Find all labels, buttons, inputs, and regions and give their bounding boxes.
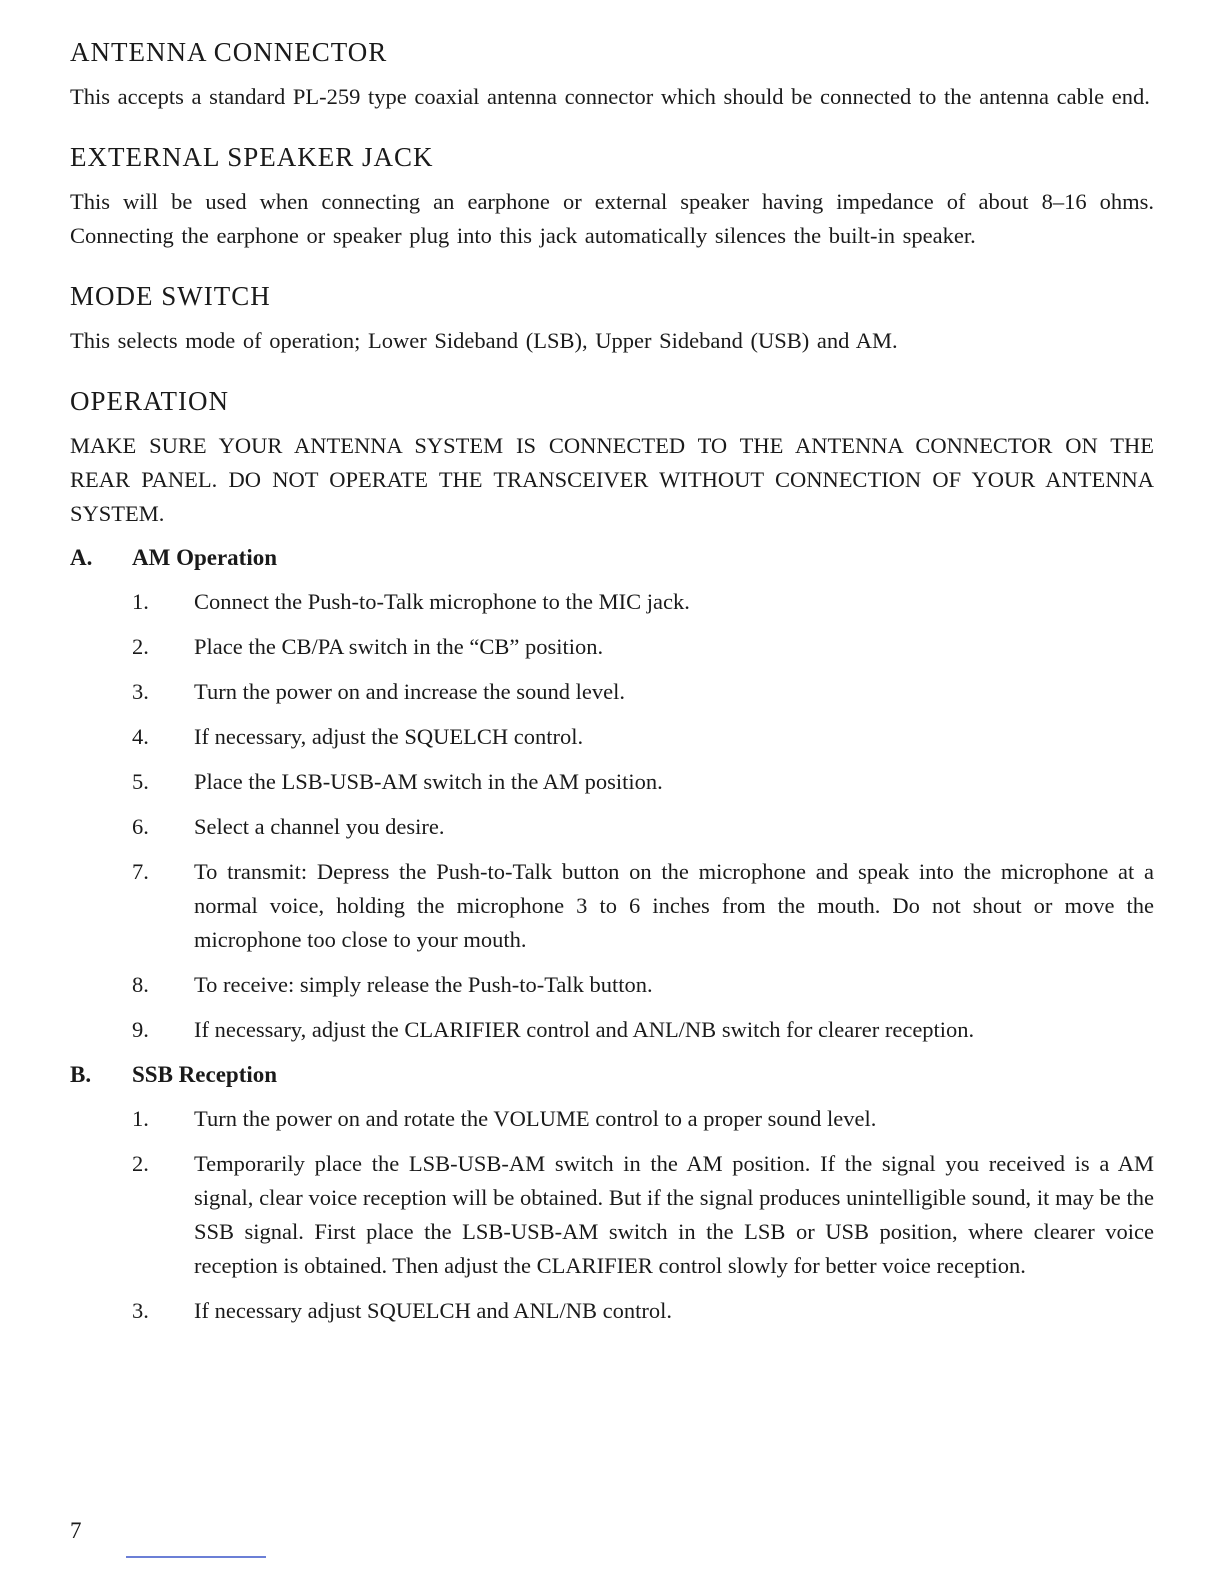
step-text: Temporarily place the LSB-USB-AM switch in the AM position. If the signal you received is a AM signal, clear voice reception will be obtained. But if the signal produces unintelligible sound, it may be the SSB signal. First place the LSB-USB-AM switch in the LSB or USB position, where clearer voice reception is obtained. Then adjust the CLARIFIER control slowly for better voice reception.	[194, 1151, 1154, 1278]
page-number: 7	[70, 1518, 82, 1543]
am-operation-steps	[70, 585, 1154, 1047]
step-number: 4.	[132, 724, 149, 749]
section-operation	[70, 385, 1154, 1328]
section-mode-switch	[70, 280, 1154, 358]
step-text: Place the CB/PA switch in the “CB” position.	[194, 634, 604, 659]
list-item	[70, 968, 1154, 1002]
subheading-letter: A.	[70, 545, 93, 570]
step-text: Select a channel you desire.	[194, 814, 445, 839]
step-text: To receive: simply release the Push-to-Talk button.	[194, 972, 653, 997]
list-item	[70, 720, 1154, 754]
step-number: 2.	[132, 634, 149, 659]
step-text: Turn the power on and rotate the VOLUME control to a proper sound level.	[194, 1106, 877, 1131]
list-item	[70, 1147, 1154, 1283]
section-external-speaker-jack	[70, 141, 1154, 253]
subheading-title: AM Operation	[132, 545, 278, 570]
subheading-letter: B.	[70, 1062, 92, 1087]
step-text: To transmit: Depress the Push-to-Talk button on the microphone and speak into the microphone at a normal voice, holding the microphone 3 to 6 inches from the mouth. Do not shout or move the microphone too close to your mouth.	[194, 859, 1154, 952]
paragraph-operation-warning: MAKE SURE YOUR ANTENNA SYSTEM IS CONNECTED TO THE ANTENNA CONNECTOR ON THE REAR PANEL. DO NOT OPERATE THE TRANSCEIVER WITHOUT CONNECTION OF YOUR ANTENNA SYSTEM.	[70, 433, 1154, 526]
footer-rule	[126, 1556, 266, 1558]
list-item	[70, 675, 1154, 709]
step-number: 5.	[132, 769, 149, 794]
paragraph-mode-switch: This selects mode of operation; Lower Sideband (LSB), Upper Sideband (USB) and AM.	[70, 328, 898, 353]
step-number: 6.	[132, 814, 149, 839]
list-item	[70, 1294, 1154, 1328]
list-item	[70, 1102, 1154, 1136]
subheading-am-operation	[70, 541, 1154, 575]
manual-page	[70, 36, 1154, 1339]
heading-external-speaker-jack: EXTERNAL SPEAKER JACK	[70, 142, 434, 172]
step-number: 8.	[132, 972, 149, 997]
section-antenna-connector	[70, 36, 1154, 114]
step-number: 9.	[132, 1017, 149, 1042]
step-text: Place the LSB-USB-AM switch in the AM position.	[194, 769, 663, 794]
heading-mode-switch: MODE SWITCH	[70, 281, 271, 311]
step-number: 7.	[132, 859, 149, 884]
paragraph-antenna-connector: This accepts a standard PL-259 type coaxial antenna connector which should be connected to the antenna cable end.	[70, 84, 1150, 109]
list-item	[70, 630, 1154, 664]
subheading-title: SSB Reception	[132, 1062, 278, 1087]
step-text: Turn the power on and increase the sound level.	[194, 679, 625, 704]
step-number: 2.	[132, 1151, 149, 1176]
list-item	[70, 810, 1154, 844]
step-number: 3.	[132, 1298, 149, 1323]
heading-antenna-connector: ANTENNA CONNECTOR	[70, 37, 388, 67]
subheading-ssb-reception	[70, 1058, 1154, 1092]
list-item	[70, 585, 1154, 619]
list-item	[70, 1013, 1154, 1047]
step-number: 1.	[132, 589, 149, 614]
step-text: If necessary, adjust the SQUELCH control.	[194, 724, 584, 749]
step-text: If necessary, adjust the CLARIFIER control and ANL/NB switch for clearer reception.	[194, 1017, 975, 1042]
list-item	[70, 765, 1154, 799]
heading-operation: OPERATION	[70, 386, 230, 416]
paragraph-external-speaker-jack: This will be used when connecting an earphone or external speaker having impedance of about 8–16 ohms. Connecting the earphone or speaker plug into this jack automatically silences the built-in speaker.	[70, 189, 1154, 248]
list-item	[70, 855, 1154, 957]
step-text: If necessary adjust SQUELCH and ANL/NB control.	[194, 1298, 673, 1323]
step-text: Connect the Push-to-Talk microphone to the MIC jack.	[194, 589, 690, 614]
ssb-reception-steps	[70, 1102, 1154, 1328]
step-number: 3.	[132, 679, 149, 704]
step-number: 1.	[132, 1106, 149, 1131]
